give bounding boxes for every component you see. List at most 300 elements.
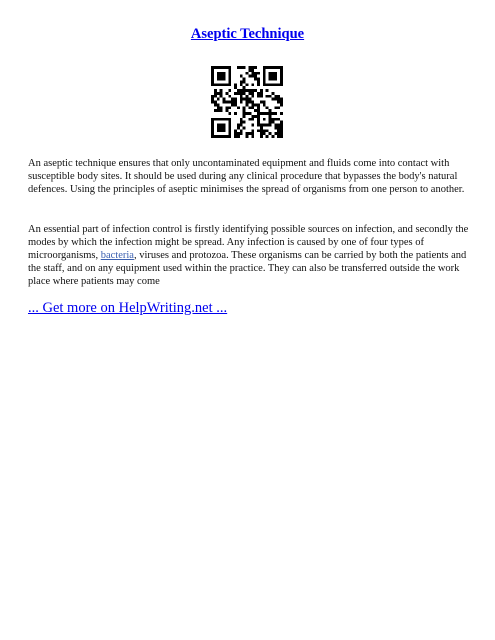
qr-module bbox=[211, 95, 214, 98]
qr-module bbox=[217, 78, 220, 81]
qr-module bbox=[214, 92, 217, 95]
qr-module bbox=[266, 106, 269, 109]
qr-module bbox=[254, 66, 257, 69]
qr-module bbox=[269, 121, 272, 124]
qr-module bbox=[228, 95, 231, 98]
title-link[interactable]: Aseptic Technique bbox=[190, 26, 305, 42]
qr-module bbox=[251, 75, 254, 78]
qr-module bbox=[214, 135, 217, 138]
qr-module bbox=[248, 112, 251, 115]
qr-module bbox=[211, 129, 214, 132]
qr-module bbox=[234, 98, 237, 101]
qr-module bbox=[248, 66, 251, 69]
qr-module bbox=[240, 95, 243, 98]
qr-module bbox=[217, 92, 220, 95]
qr-module bbox=[263, 78, 266, 81]
qr-module bbox=[211, 132, 214, 135]
qr-module bbox=[263, 66, 266, 69]
qr-module bbox=[211, 101, 214, 104]
qr-module bbox=[277, 126, 280, 129]
qr-module bbox=[214, 101, 217, 104]
qr-module bbox=[220, 66, 223, 69]
qr-module bbox=[243, 115, 246, 118]
qr-module bbox=[266, 112, 269, 115]
document-title bbox=[0, 26, 495, 43]
qr-module bbox=[228, 106, 231, 109]
qr-module bbox=[237, 106, 240, 109]
qr-module bbox=[240, 101, 243, 104]
qr-module bbox=[234, 129, 237, 132]
qr-module bbox=[228, 78, 231, 81]
qr-module bbox=[280, 121, 283, 124]
qr-module bbox=[211, 126, 214, 129]
qr-module bbox=[225, 101, 228, 104]
qr-module bbox=[260, 132, 263, 135]
qr-module bbox=[280, 69, 283, 72]
qr-module bbox=[214, 103, 217, 106]
qr-module bbox=[248, 92, 251, 95]
qr-module bbox=[269, 118, 272, 121]
qr-module bbox=[223, 135, 226, 138]
qr-module bbox=[257, 124, 260, 127]
qr-module bbox=[271, 98, 274, 101]
qr-module bbox=[228, 126, 231, 129]
qr-module bbox=[274, 98, 277, 101]
qr-module bbox=[251, 135, 254, 138]
qr-module bbox=[217, 126, 220, 129]
qr-module bbox=[225, 66, 228, 69]
qr-module bbox=[277, 95, 280, 98]
qr-module bbox=[237, 135, 240, 138]
qr-module bbox=[234, 132, 237, 135]
qr-module bbox=[280, 101, 283, 104]
qr-module bbox=[274, 83, 277, 86]
qr-module bbox=[260, 126, 263, 129]
qr-module bbox=[277, 132, 280, 135]
qr-module bbox=[274, 95, 277, 98]
qr-module bbox=[223, 124, 226, 127]
qr-module bbox=[231, 98, 234, 101]
qr-module bbox=[214, 95, 217, 98]
qr-module bbox=[240, 80, 243, 83]
qr-module bbox=[223, 75, 226, 78]
qr-module bbox=[211, 135, 214, 138]
qr-module bbox=[248, 69, 251, 72]
qr-module bbox=[280, 132, 283, 135]
qr-module bbox=[251, 129, 254, 132]
qr-module bbox=[257, 78, 260, 81]
qr-module bbox=[263, 80, 266, 83]
qr-module bbox=[220, 89, 223, 92]
qr-module bbox=[246, 98, 249, 101]
qr-module bbox=[234, 92, 237, 95]
qr-module bbox=[260, 112, 263, 115]
qr-module bbox=[220, 83, 223, 86]
qr-module bbox=[251, 66, 254, 69]
qr-module bbox=[217, 75, 220, 78]
qr-module bbox=[277, 129, 280, 132]
qr-module bbox=[263, 72, 266, 75]
qr-module bbox=[228, 124, 231, 127]
qr-module bbox=[274, 78, 277, 81]
qr-module bbox=[240, 118, 243, 121]
qr-module bbox=[263, 75, 266, 78]
qr-module bbox=[257, 95, 260, 98]
qr-module bbox=[223, 101, 226, 104]
qr-module bbox=[237, 132, 240, 135]
qr-module bbox=[251, 69, 254, 72]
qr-module bbox=[266, 66, 269, 69]
qr-module bbox=[277, 66, 280, 69]
qr-module bbox=[246, 89, 249, 92]
qr-module bbox=[214, 109, 217, 112]
qr-module bbox=[248, 98, 251, 101]
qr-module bbox=[257, 106, 260, 109]
qr-module bbox=[246, 132, 249, 135]
qr-module bbox=[274, 72, 277, 75]
qr-module bbox=[231, 103, 234, 106]
get-more-link[interactable]: ... Get more on HelpWriting.net ... bbox=[28, 300, 228, 316]
qr-module bbox=[211, 75, 214, 78]
qr-module bbox=[223, 83, 226, 86]
qr-module bbox=[228, 72, 231, 75]
qr-module bbox=[240, 121, 243, 124]
qr-module bbox=[269, 72, 272, 75]
qr-module bbox=[243, 80, 246, 83]
qr-module bbox=[211, 121, 214, 124]
paragraph-text-before-link: An essential part of infection control is firstly identifying possible sources on infection, and secondly the modes by which the infection might be spread. Any infection is caused by one of four types of microorganisms, bbox=[28, 224, 469, 261]
qr-module bbox=[237, 124, 240, 127]
qr-module bbox=[240, 124, 243, 127]
qr-module bbox=[225, 83, 228, 86]
qr-module bbox=[263, 69, 266, 72]
qr-module bbox=[217, 124, 220, 127]
qr-module bbox=[217, 72, 220, 75]
qr-module bbox=[266, 95, 269, 98]
qr-module bbox=[220, 129, 223, 132]
qr-module bbox=[234, 103, 237, 106]
qr-module bbox=[263, 129, 266, 132]
qr-module bbox=[243, 121, 246, 124]
qr-module bbox=[257, 121, 260, 124]
qr-module bbox=[246, 135, 249, 138]
paragraph-text-after-link: , viruses and protozoa. These organisms can be carried by both the patients and the staff, and on any equipment used within the practice. They can also be transferred outside the work place where patients may come bbox=[28, 250, 467, 287]
qr-module bbox=[240, 89, 243, 92]
qr-module bbox=[246, 112, 249, 115]
qr-module bbox=[237, 89, 240, 92]
qr-module bbox=[211, 66, 214, 69]
qr-module bbox=[228, 121, 231, 124]
qr-module bbox=[269, 132, 272, 135]
qr-module bbox=[234, 86, 237, 89]
qr-module bbox=[225, 118, 228, 121]
qr-module bbox=[280, 72, 283, 75]
qr-module bbox=[237, 92, 240, 95]
qr-module bbox=[243, 92, 246, 95]
qr-module bbox=[257, 72, 260, 75]
qr-module bbox=[217, 66, 220, 69]
qr-module bbox=[263, 132, 266, 135]
qr-module bbox=[243, 112, 246, 115]
qr-module bbox=[243, 109, 246, 112]
qr-module bbox=[240, 66, 243, 69]
qr-module bbox=[251, 101, 254, 104]
qr-module bbox=[257, 109, 260, 112]
qr-module bbox=[274, 124, 277, 127]
qr-module bbox=[248, 101, 251, 104]
qr-module bbox=[211, 98, 214, 101]
qr-module bbox=[257, 112, 260, 115]
qr-module bbox=[220, 78, 223, 81]
qr-module bbox=[257, 103, 260, 106]
qr-module bbox=[228, 135, 231, 138]
qr-module bbox=[243, 86, 246, 89]
qr-module bbox=[277, 98, 280, 101]
qr-module bbox=[243, 89, 246, 92]
qr-module bbox=[280, 126, 283, 129]
qr-module bbox=[277, 101, 280, 104]
qr-module bbox=[228, 75, 231, 78]
qr-module bbox=[220, 72, 223, 75]
qr-module bbox=[266, 83, 269, 86]
qr-module bbox=[277, 106, 280, 109]
qr-module bbox=[280, 135, 283, 138]
qr-module bbox=[228, 66, 231, 69]
qr-module bbox=[274, 112, 277, 115]
qr-module bbox=[211, 124, 214, 127]
qr-module bbox=[228, 101, 231, 104]
paragraph-infection-control bbox=[28, 223, 470, 288]
qr-module bbox=[228, 69, 231, 72]
qr-module bbox=[269, 124, 272, 127]
qr-module bbox=[269, 115, 272, 118]
qr-module bbox=[263, 103, 266, 106]
qr-module bbox=[251, 115, 254, 118]
qr-module bbox=[260, 89, 263, 92]
qr-module bbox=[263, 118, 266, 121]
qr-module bbox=[280, 124, 283, 127]
qr-module bbox=[280, 129, 283, 132]
qr-module bbox=[280, 75, 283, 78]
qr-module bbox=[271, 75, 274, 78]
qr-module bbox=[274, 126, 277, 129]
qr-module bbox=[217, 106, 220, 109]
qr-module bbox=[251, 83, 254, 86]
qr-module bbox=[254, 72, 257, 75]
qr-code-icon bbox=[211, 66, 283, 138]
qr-module bbox=[260, 95, 263, 98]
qr-module bbox=[251, 103, 254, 106]
qr-module bbox=[217, 98, 220, 101]
qr-module bbox=[251, 106, 254, 109]
qr-module bbox=[269, 78, 272, 81]
qr-module bbox=[269, 83, 272, 86]
paragraph-aseptic-definition: An aseptic technique ensures that only uncontaminated equipment and fluids come into contact with susceptible body sites. It should be used during any clinical procedure that bypasses the body's natural defences. Using the principles of aseptic minimises the spread of organisms from one person to another. bbox=[28, 158, 465, 195]
qr-module bbox=[248, 118, 251, 121]
qr-module bbox=[257, 83, 260, 86]
qr-module bbox=[266, 89, 269, 92]
qr-module bbox=[220, 135, 223, 138]
qr-module bbox=[223, 126, 226, 129]
qr-module bbox=[225, 135, 228, 138]
qr-module bbox=[271, 121, 274, 124]
qr-module bbox=[240, 75, 243, 78]
qr-module bbox=[269, 109, 272, 112]
qr-module bbox=[234, 135, 237, 138]
qr-module bbox=[260, 124, 263, 127]
qr-module bbox=[228, 89, 231, 92]
qr-module bbox=[260, 129, 263, 132]
qr-module bbox=[220, 124, 223, 127]
qr-module bbox=[248, 132, 251, 135]
qr-module bbox=[251, 132, 254, 135]
qr-module bbox=[280, 98, 283, 101]
qr-module bbox=[214, 118, 217, 121]
qr-module bbox=[217, 135, 220, 138]
qr-module bbox=[237, 126, 240, 129]
get-more-section bbox=[28, 300, 227, 317]
qr-module bbox=[254, 103, 257, 106]
qr-module bbox=[214, 83, 217, 86]
qr-module bbox=[220, 106, 223, 109]
qr-module bbox=[274, 106, 277, 109]
qr-module bbox=[274, 132, 277, 135]
qr-module bbox=[280, 66, 283, 69]
qr-module bbox=[248, 75, 251, 78]
qr-module bbox=[217, 83, 220, 86]
qr-module bbox=[211, 78, 214, 81]
qr-module bbox=[260, 101, 263, 104]
qr-module bbox=[217, 109, 220, 112]
qr-module bbox=[228, 83, 231, 86]
qr-module bbox=[251, 124, 254, 127]
qr-module bbox=[237, 66, 240, 69]
qr-module bbox=[280, 103, 283, 106]
qr-module bbox=[211, 72, 214, 75]
qr-module bbox=[220, 75, 223, 78]
qr-module bbox=[243, 78, 246, 81]
qr-module bbox=[217, 103, 220, 106]
qr-module bbox=[254, 78, 257, 81]
qr-module bbox=[269, 66, 272, 69]
qr-module bbox=[220, 95, 223, 98]
qr-module bbox=[260, 92, 263, 95]
qr-module bbox=[246, 101, 249, 104]
qr-module bbox=[251, 92, 254, 95]
qr-module bbox=[217, 129, 220, 132]
qr-module bbox=[266, 135, 269, 138]
qr-module bbox=[228, 118, 231, 121]
qr-module bbox=[217, 118, 220, 121]
qr-module bbox=[223, 78, 226, 81]
qr-module bbox=[277, 135, 280, 138]
qr-module bbox=[225, 106, 228, 109]
qr-module bbox=[266, 129, 269, 132]
qr-module bbox=[271, 78, 274, 81]
qr-module bbox=[269, 112, 272, 115]
qr-module bbox=[263, 101, 266, 104]
qr-module bbox=[246, 72, 249, 75]
qr-module bbox=[257, 129, 260, 132]
qr-module bbox=[248, 89, 251, 92]
qr-module bbox=[274, 118, 277, 121]
qr-module bbox=[246, 95, 249, 98]
qr-module bbox=[263, 124, 266, 127]
qr-module bbox=[271, 135, 274, 138]
qr-module bbox=[269, 75, 272, 78]
qr-module bbox=[225, 109, 228, 112]
qr-module bbox=[223, 66, 226, 69]
qr-module bbox=[269, 95, 272, 98]
qr-module bbox=[257, 118, 260, 121]
qr-module bbox=[220, 92, 223, 95]
qr-module bbox=[240, 132, 243, 135]
bacteria-link[interactable]: bacteria bbox=[100, 250, 134, 261]
qr-module bbox=[240, 92, 243, 95]
qr-module bbox=[257, 80, 260, 83]
qr-module bbox=[254, 109, 257, 112]
qr-module bbox=[280, 112, 283, 115]
qr-module bbox=[280, 80, 283, 83]
qr-module bbox=[251, 72, 254, 75]
qr-module bbox=[243, 126, 246, 129]
qr-module bbox=[257, 115, 260, 118]
qr-module bbox=[240, 129, 243, 132]
qr-module bbox=[228, 132, 231, 135]
qr-module bbox=[223, 72, 226, 75]
qr-module bbox=[274, 75, 277, 78]
qr-module bbox=[234, 112, 237, 115]
qr-module bbox=[228, 129, 231, 132]
qr-module bbox=[228, 112, 231, 115]
qr-module bbox=[266, 124, 269, 127]
qr-module bbox=[251, 89, 254, 92]
qr-module bbox=[231, 101, 234, 104]
qr-module bbox=[274, 66, 277, 69]
qr-module bbox=[240, 98, 243, 101]
qr-module bbox=[254, 75, 257, 78]
qr-module bbox=[254, 89, 257, 92]
qr-module bbox=[211, 80, 214, 83]
qr-module bbox=[234, 101, 237, 104]
qr-module bbox=[234, 83, 237, 86]
qr-module bbox=[263, 112, 266, 115]
qr-module bbox=[277, 118, 280, 121]
qr-module bbox=[223, 98, 226, 101]
qr-module bbox=[251, 118, 254, 121]
qr-module bbox=[280, 78, 283, 81]
qr-module bbox=[260, 135, 263, 138]
qr-module bbox=[271, 112, 274, 115]
qr-module bbox=[220, 126, 223, 129]
qr-module bbox=[211, 69, 214, 72]
qr-module bbox=[243, 106, 246, 109]
qr-module bbox=[271, 92, 274, 95]
qr-module bbox=[211, 118, 214, 121]
qr-module bbox=[214, 89, 217, 92]
qr-module bbox=[271, 66, 274, 69]
qr-module bbox=[220, 118, 223, 121]
qr-module bbox=[271, 118, 274, 121]
qr-module bbox=[248, 106, 251, 109]
qr-module bbox=[246, 103, 249, 106]
qr-module bbox=[271, 83, 274, 86]
qr-module bbox=[243, 98, 246, 101]
qr-module bbox=[223, 118, 226, 121]
qr-module bbox=[243, 66, 246, 69]
qr-module bbox=[211, 83, 214, 86]
qr-module bbox=[251, 95, 254, 98]
